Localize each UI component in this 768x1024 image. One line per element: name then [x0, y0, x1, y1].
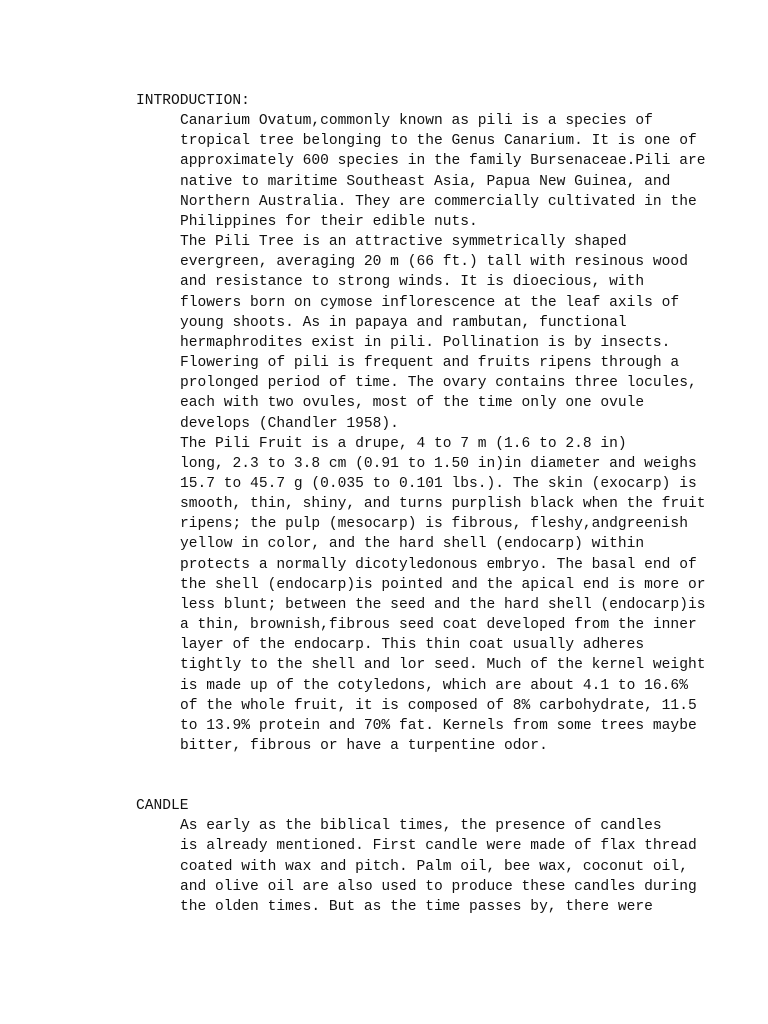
- section-heading-introduction: INTRODUCTION:: [136, 93, 250, 109]
- text-line: less blunt; between the seed and the hard shell (endocarp)is: [180, 596, 706, 613]
- document-body: [136, 91, 706, 917]
- paragraph-pili-origin: [136, 111, 706, 232]
- text-line: of the whole fruit, it is composed of 8% carbohydrate, 11.5: [180, 697, 697, 714]
- section-spacer: [136, 756, 696, 796]
- text-line: is already mentioned. First candle were made of flax thread: [180, 838, 697, 855]
- text-line: protects a normally dicotyledonous embryo. The basal end of: [180, 556, 697, 573]
- text-line: each with two ovules, most of the time only one ovule: [180, 395, 645, 412]
- text-line: The Pili Tree is an attractive symmetrically shaped: [180, 234, 627, 251]
- text-line: Flowering of pili is frequent and fruits ripens through a: [180, 355, 680, 372]
- text-line: develops (Chandler 1958).: [180, 415, 399, 432]
- text-line: the shell (endocarp)is pointed and the apical end is more or: [180, 576, 706, 593]
- paragraph-pili-fruit: [136, 434, 706, 757]
- text-line: prolonged period of time. The ovary contains three locules,: [180, 375, 697, 392]
- text-line: approximately 600 species in the family Bursenaceae.Pili are: [180, 153, 706, 170]
- text-line: to 13.9% protein and 70% fat. Kernels from some trees maybe: [180, 717, 697, 734]
- text-line: Philippines for their edible nuts.: [180, 213, 478, 230]
- text-line: tightly to the shell and lor seed. Much of the kernel weight: [180, 657, 706, 674]
- text-line: 15.7 to 45.7 g (0.035 to 0.101 lbs.). The skin (exocarp) is: [180, 475, 697, 492]
- text-line: yellow in color, and the hard shell (endocarp) within: [180, 536, 645, 553]
- text-line: Canarium Ovatum,commonly known as pili is a species of: [180, 113, 653, 130]
- text-line: the olden times. But as the time passes by, there were: [180, 898, 653, 915]
- text-line: flowers born on cymose inflorescence at the leaf axils of: [180, 294, 680, 311]
- text-line: Northern Australia. They are commercially cultivated in the: [180, 193, 697, 210]
- text-line: long, 2.3 to 3.8 cm (0.91 to 1.50 in)in diameter and weighs: [180, 455, 697, 472]
- text-line: layer of the endocarp. This thin coat usually adheres: [180, 637, 645, 654]
- text-line: tropical tree belonging to the Genus Canarium. It is one of: [180, 133, 697, 150]
- text-line: native to maritime Southeast Asia, Papua New Guinea, and: [180, 173, 671, 190]
- text-line: coated with wax and pitch. Palm oil, bee wax, coconut oil,: [180, 858, 688, 875]
- paragraph-pili-tree: [136, 232, 696, 434]
- text-line: a thin, brownish,fibrous seed coat developed from the inner: [180, 617, 697, 634]
- text-line: As early as the biblical times, the presence of candles: [180, 818, 662, 835]
- text-line: and resistance to strong winds. It is dioecious, with: [180, 274, 645, 291]
- section-heading-candle: CANDLE: [136, 798, 189, 815]
- text-line: smooth, thin, shiny, and turns purplish black when the fruit: [180, 496, 706, 513]
- text-line: evergreen, averaging 20 m (66 ft.) tall with resinous wood: [180, 254, 688, 271]
- text-line: is made up of the cotyledons, which are about 4.1 to 16.6%: [180, 677, 688, 694]
- text-line: The Pili Fruit is a drupe, 4 to 7 m (1.6 to 2.8 in): [180, 435, 627, 452]
- text-line: ripens; the pulp (mesocarp) is fibrous, fleshy,andgreenish: [180, 516, 688, 533]
- text-line: bitter, fibrous or have a turpentine odor.: [180, 738, 548, 754]
- text-line: young shoots. As in papaya and rambutan, functional: [180, 314, 627, 331]
- paragraph-candle-history: [136, 816, 696, 917]
- text-line: hermaphrodites exist in pili. Pollination is by insects.: [180, 334, 671, 351]
- text-line: and olive oil are also used to produce these candles during: [180, 878, 697, 895]
